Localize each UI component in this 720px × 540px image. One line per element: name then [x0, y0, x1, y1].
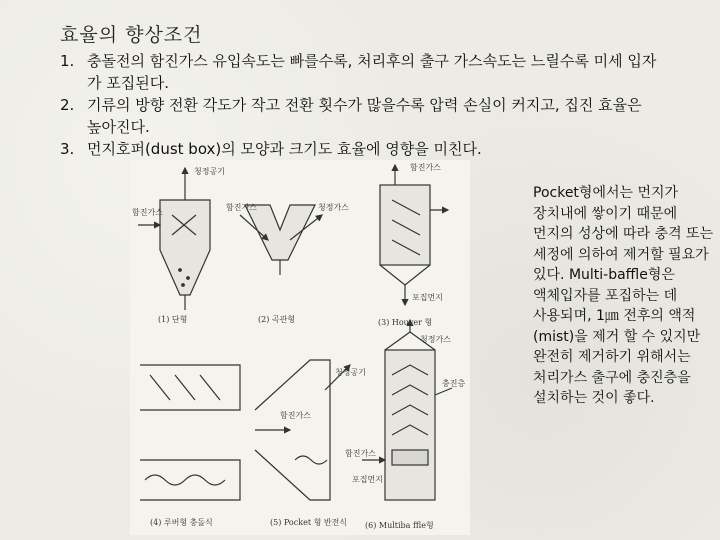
- inlet-gas-label-2: 함진가스: [226, 203, 257, 212]
- list-item-number: 2.: [60, 96, 75, 114]
- clean-gas-label-6: 청정가스: [420, 335, 451, 344]
- collected-dust-label: 포집먼지: [352, 475, 383, 484]
- diagram-1: [138, 168, 210, 310]
- diagram-5: [255, 360, 350, 500]
- inlet-gas-label-6: 함진가스: [345, 449, 376, 458]
- conditions-list: [60, 50, 660, 160]
- inlet-gas-label-5: 함진가스: [280, 411, 311, 420]
- list-item-number: 1.: [60, 52, 75, 70]
- clean-air-label-5: 청정공기: [335, 368, 366, 377]
- inlet-gas-label-3: 함진가스: [410, 163, 441, 172]
- list-item-text: 충돌전의 함진가스 유입속도는 빠를수록, 처리후의 출구 가스속도는 느릴수록 미세 입자가 포집된다.: [87, 52, 657, 92]
- list-item: [60, 138, 660, 160]
- diagram-4: [140, 365, 240, 500]
- collector-diagrams: [130, 160, 470, 535]
- list-item-text: 먼지호퍼(dust box)의 모양과 크기도 효율에 영향을 미친다.: [87, 140, 482, 158]
- list-item-number: 3.: [60, 140, 75, 158]
- caption-5: (5) Pocket 형 반전식: [270, 518, 348, 527]
- caption-2: (2) 곡관형: [258, 315, 296, 324]
- diagram-3: [380, 165, 448, 305]
- list-item: [60, 50, 660, 94]
- side-description: Pocket형에서는 먼지가 장치내에 쌓이기 때문에 먼지의 성상에 따라 충격 또는 세정에 의하여 제거할 필요가 있다. Multi-baffle형은 액체입자를 포집하는 데 사용되며, 1㎛ 전후의 액적(mist)을 제거 할 수 있지만 완전히 제거하기 위해서는 처리가스 출구에 충진층을 설치하는 것이 좋다.: [533, 185, 714, 406]
- filler-label: 충진층: [442, 379, 466, 388]
- collector-figure: [130, 160, 470, 535]
- caption-1: (1) 단형: [158, 315, 188, 324]
- caption-6: (6) Multiba ffle형: [365, 521, 434, 530]
- clean-air-label: 청정공기: [194, 167, 225, 176]
- page-title: 효율의 향상조건: [60, 24, 203, 46]
- list-item: [60, 94, 660, 138]
- inlet-gas-label: 함진가스: [132, 208, 163, 217]
- diagram-2: [240, 205, 322, 275]
- clean-gas-label-2: 청정가스: [318, 203, 349, 212]
- caption-3: (3) Houver 형: [378, 318, 433, 327]
- caption-4: (4) 루버형 충돌식: [150, 518, 213, 527]
- dust-label-3: 포집먼지: [412, 293, 443, 302]
- diagram-6: [362, 320, 452, 500]
- list-item-text: 기류의 방향 전환 각도가 작고 전환 횟수가 많을수록 압력 손실이 커지고, 집진 효율은 높아진다.: [87, 96, 642, 136]
